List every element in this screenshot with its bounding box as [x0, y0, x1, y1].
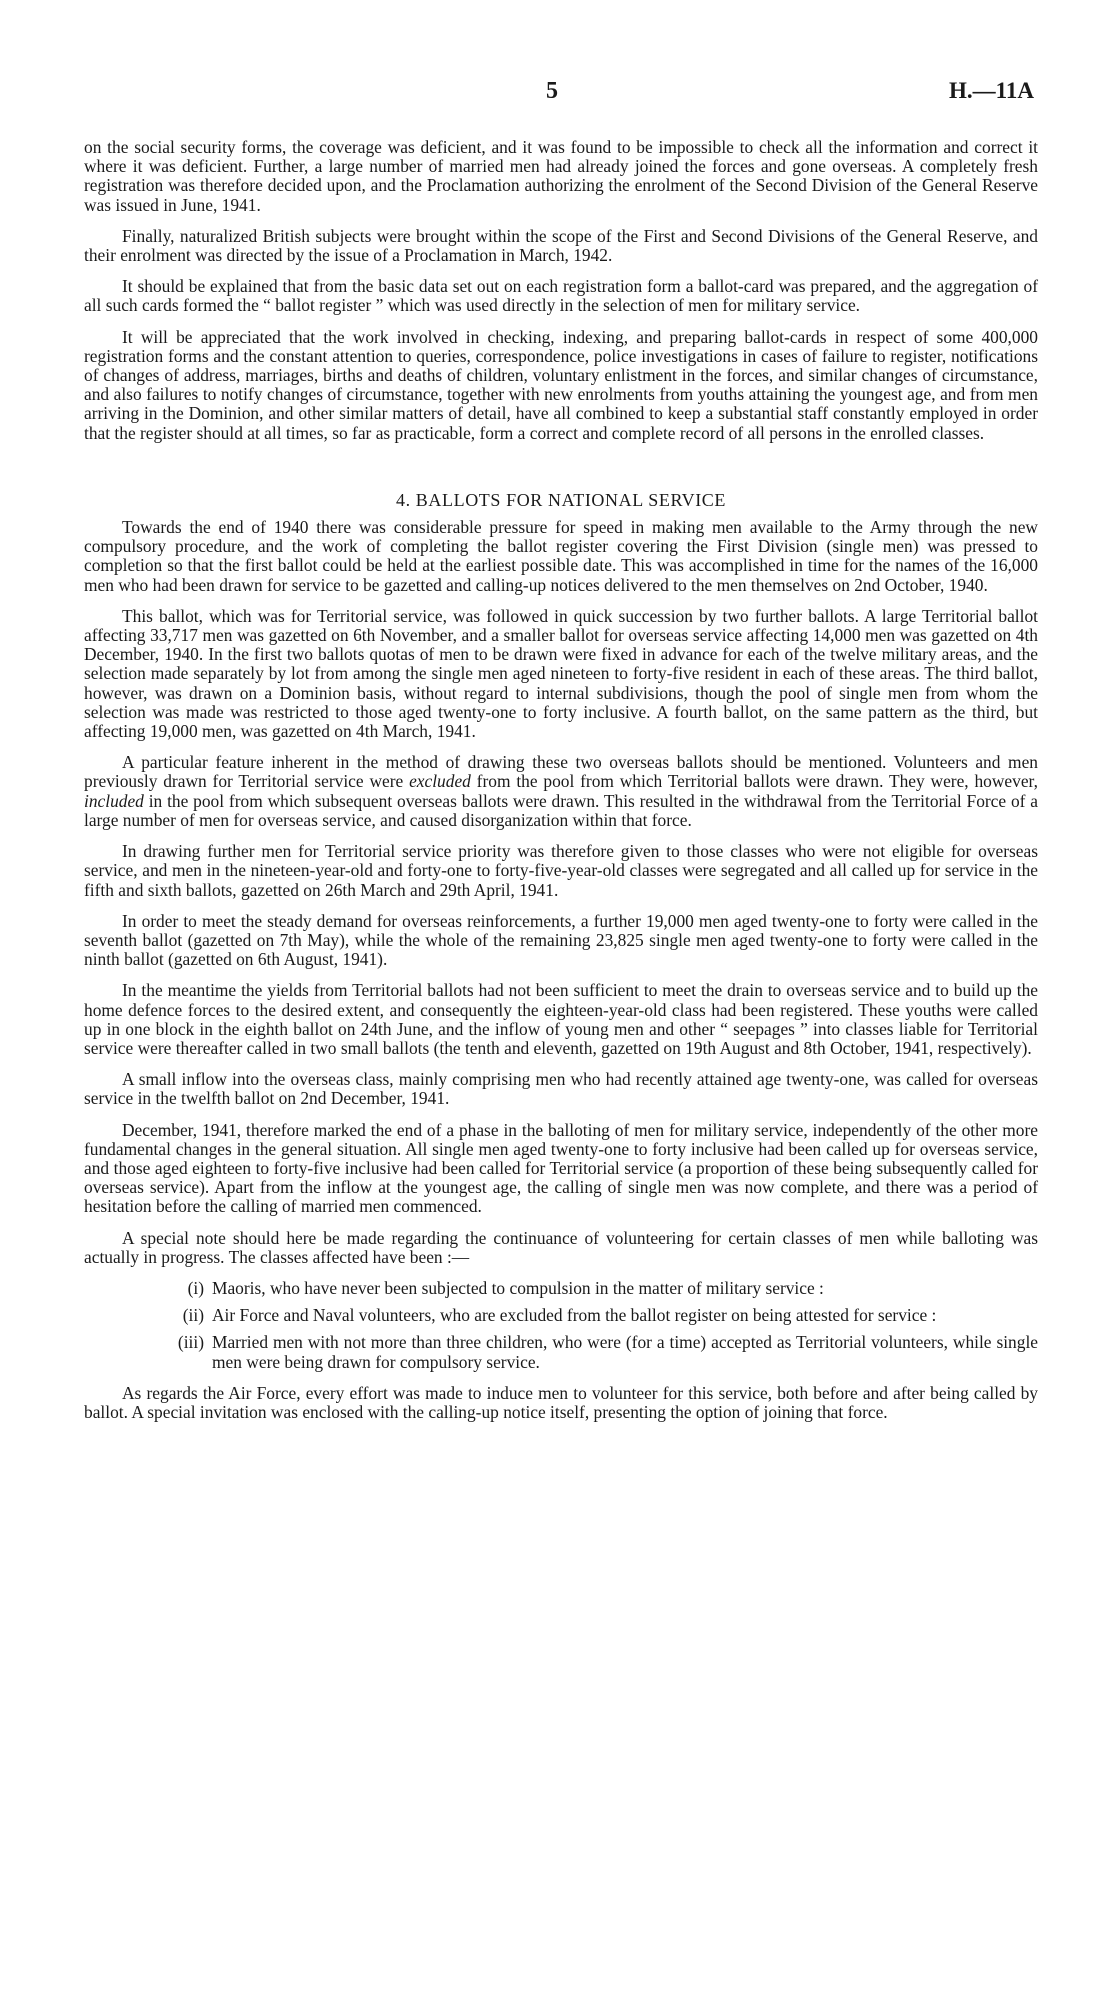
- text-run: A particular feature inherent in the method of drawing these two overseas ballots should be mentioned. Volunteers and men previously drawn for Territorial service were: [84, 752, 1038, 792]
- paragraph: This ballot, which was for Territorial service, was followed in quick succession by two further ballots. A large Territorial ballot affecting 33,717 men was gazetted on 6th November, and a smaller ballot for overseas service affecting 14,000 men was gazetted on 4th December, 1940. In the first two ballots quotas of men to be drawn were fixed in advance for each of the twelve military areas, and the selection made separately by lot from among the single men aged nineteen to forty-five resident in each of these areas. The third ballot, however, was drawn on a Dominion basis, without regard to internal subdivisions, though the pool of single men from whom the selection was made was restricted to those aged twenty-one to forty inclusive. A fourth ballot, on the same pattern as the third, but affecting 19,000 men, was gazetted on 4th March, 1941.: [84, 605, 1038, 742]
- paragraph: on the social security forms, the coverage was deficient, and it was found to be impossible to check all the information and correct it where it was deficient. Further, a large number of married men had already joined the forces and gone overseas. A completely fresh registration was therefore decided upon, and the Proclamation authorizing the enrolment of the Second Division of the General Reserve was issued in June, 1941.: [84, 137, 1038, 215]
- paragraph: Towards the end of 1940 there was considerable pressure for speed in making men available to the Army through the new compulsory procedure, and the work of completing the ballot register covering the First Division (single men) was pressed to completion so that the first ballot could be held at the earliest possible date. This was accomplished in time for the names of the 16,000 men who had been drawn for service to be gazetted and calling-up notices delivered to the men themselves on 2nd October, 1940.: [84, 517, 1038, 595]
- document-reference: H.—11A: [949, 78, 1034, 103]
- list-text: Married men with not more than three children, who were (for a time) accepted as Territorial volunteers, while single men were being drawn for compulsory service.: [212, 1332, 1038, 1372]
- paragraph: In order to meet the steady demand for overseas reinforcements, a further 19,000 men aged twenty-one to forty were called in the seventh ballot (gazetted on 7th May), while the whole of the remaining 23,825 single men aged twenty-one to forty were called in the ninth ballot (gazetted on 6th August, 1941).: [84, 910, 1038, 970]
- list-item: [84, 1306, 1038, 1325]
- document-body: [84, 138, 1038, 1434]
- paragraph: It will be appreciated that the work involved in checking, indexing, and preparing ballot-cards in respect of some 400,000 registration forms and the constant attention to queries, correspondence, police investigations in cases of failure to register, notifications of changes of address, marriages, births and deaths of children, voluntary enlistment in the forces, and similar changes of circumstance, and also failures to notify changes of circumstance, together with new enrolments from youths attaining the youngest age, and from men arriving in the Dominion, and other similar matters of detail, have all combined to keep a substantial staff constantly employed in order that the register should at all times, so far as practicable, form a correct and complete record of all persons in the enrolled classes.: [84, 326, 1038, 443]
- paragraph: In the meantime the yields from Territorial ballots had not been sufficient to meet the drain to overseas service and to build up the home defence forces to the desired extent, and consequently the eighteen-year-old class had been registered. These youths were called up in one block in the eighth ballot on 24th June, and the inflow of young men and other “ seepages ” into classes liable for Territorial service were thereafter called in two small ballots (the tenth and eleventh, gazetted on 19th August and 8th October, 1941, respectively).: [84, 980, 1038, 1058]
- list-text: Air Force and Naval volunteers, who are excluded from the ballot register on being attested for service :: [212, 1305, 937, 1326]
- section-heading: 4. BALLOTS FOR NATIONAL SERVICE: [396, 489, 726, 510]
- page-number: 5: [546, 78, 558, 104]
- italic-word: included: [84, 790, 144, 811]
- paragraph: It should be explained that from the basic data set out on each registration form a ballot-card was prepared, and the aggregation of all such cards formed the “ ballot register ” which was used directly in the selection of men for military service.: [84, 276, 1038, 316]
- list-item: [84, 1279, 1038, 1298]
- paragraph: A small inflow into the overseas class, mainly comprising men who had recently attained age twenty-one, was called for overseas service in the twelfth ballot on 2nd December, 1941.: [84, 1069, 1038, 1109]
- paragraph: A special note should here be made regarding the continuance of volunteering for certain classes of men while balloting was actually in progress. The classes affected have been :—: [84, 1227, 1038, 1267]
- list-text: Maoris, who have never been subjected to compulsion in the matter of military service :: [212, 1277, 824, 1298]
- paragraph: In drawing further men for Territorial service priority was therefore given to those classes who were not eligible for overseas service, and men in the nineteen-year-old and forty-one to forty-five-year-old classes were segregated and all called up for service in the fifth and sixth ballots, gazetted on 26th March and 29th April, 1941.: [84, 841, 1038, 900]
- text-run: from the pool from which Territorial ballots were drawn. They were, however,: [470, 771, 1038, 792]
- text-run: in the pool from which subsequent overseas ballots were drawn. This resulted in the withdrawal from the Territorial Force of a large number of men for overseas service, and caused disorganization within that force.: [84, 790, 1038, 830]
- list-item: [84, 1333, 1038, 1371]
- list-number: (iii): [177, 1332, 204, 1353]
- paragraph: Finally, naturalized British subjects were brought within the scope of the First and Second Divisions of the General Reserve, and their enrolment was directed by the issue of a Proclamation in March, 1942.: [84, 225, 1038, 266]
- list-number: (ii): [182, 1305, 204, 1326]
- paragraph: December, 1941, therefore marked the end of a phase in the balloting of men for military service, independently of the other more fundamental changes in the general situation. All single men aged twenty-one to forty inclusive had been called up for overseas service, and those aged eighteen to forty-five inclusive had been called for Territorial service (a proportion of these being subsequently called for overseas service). Apart from the inflow at the youngest age, the calling of single men was now complete, and there was a period of hesitation before the calling of married men commenced.: [84, 1119, 1038, 1217]
- paragraph: As regards the Air Force, every effort was made to induce men to volunteer for this service, both before and after being called by ballot. A special invitation was enclosed with the calling-up notice itself, presenting the option of joining that force.: [84, 1382, 1038, 1422]
- italic-word: excluded: [409, 771, 471, 792]
- paragraph: [84, 753, 1038, 830]
- classes-list: [84, 1279, 1038, 1372]
- list-number: (i): [187, 1277, 204, 1298]
